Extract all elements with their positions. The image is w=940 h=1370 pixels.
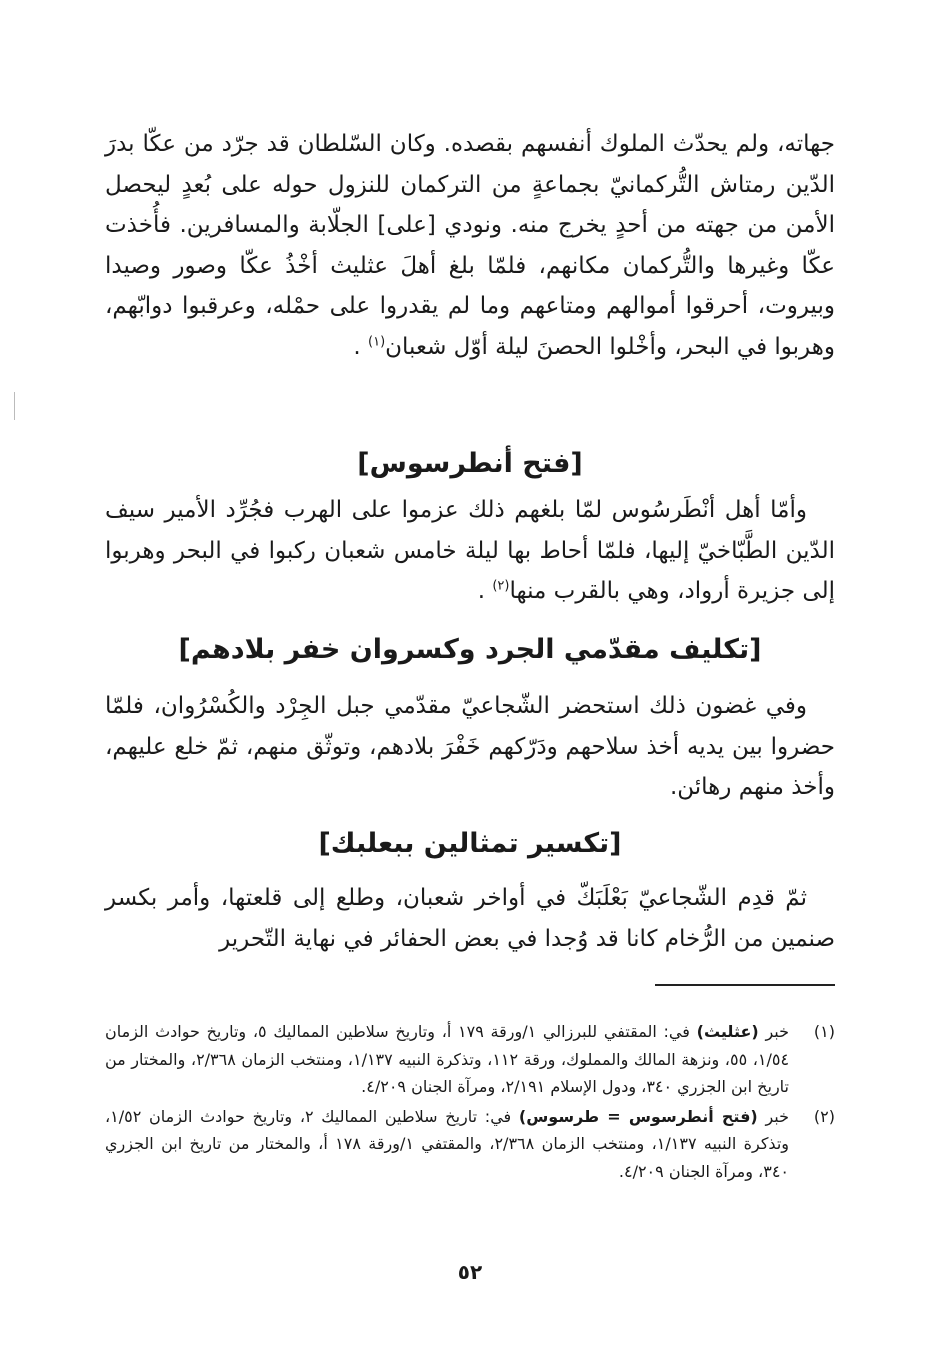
body-text-section-3 xyxy=(105,686,835,808)
footnote-2-subject: (فتح أنطرسوس = طرسوس) xyxy=(518,1106,758,1126)
body-text-section-2 xyxy=(105,490,835,612)
section-heading-jurd-kisrawan: [تكليف مقدّمي الجرد وكسروان خفر بلادهم] xyxy=(178,634,762,665)
margin-mark xyxy=(14,392,15,420)
paragraph-1 xyxy=(105,124,835,367)
footnote-separator xyxy=(655,984,835,986)
paragraph-2 xyxy=(105,490,835,612)
footnote-1-subject: (عثليث) xyxy=(696,1022,759,1041)
page-number: ٥٢ xyxy=(457,1260,483,1284)
body-text-section-1 xyxy=(105,124,835,367)
footnote-ref-1[interactable]: (١) xyxy=(368,333,386,349)
footnote-1-text xyxy=(105,1018,789,1101)
body-text-section-4 xyxy=(105,878,835,959)
footnote-1 xyxy=(105,1018,835,1101)
paragraph-1-end: . xyxy=(353,333,361,360)
footnotes xyxy=(105,1018,835,1187)
paragraph-2-text: وأمّا أهل أنْطَرسُوس لمّا بلغهم ذلك عزموا على الهرب فجُرِّد الأمير سيف الدّين الطَّبّاخيّ إليها، فلمّا أحاط بها ليلة خامس شعبان ركبوا في البحر وهربوا إلى جزيرة أرواد، وهي بالقرب منها xyxy=(105,497,835,604)
footnote-1-number: (١) xyxy=(813,1022,835,1041)
paragraph-2-end: . xyxy=(477,578,486,604)
paragraph-1-text: جهاته، ولم يحدّث الملوك أنفسهم بقصده. وكان السّلطان قد جرّد من عكّا بدرَ الدّين رمتاش التُّركمانيّ بجماعةٍ من التركمان للنزول حوله على بُعدٍ ليحصل الأمن من جهته من أحدٍ يخرج منه. ونودي [على] الجلّابة والمسافرين. فأُخذت عكّا وغيرها والتُّركمان مكانهم، فلمّا بلغ أهلَ عثليث أخْذُ عكّا وصور وصيدا وبيروت، أحرقوا أموالهم ومتاعهم وما لم يقدروا على حمْله، وعرقبوا دوابّهم، وهربوا في البحر، وأخْلوا الحصنَ ليلة أوّل شعبان xyxy=(105,131,835,360)
footnote-2-number: (٢) xyxy=(813,1106,835,1126)
footnote-ref-2[interactable]: (٢) xyxy=(492,578,510,594)
footnote-1-sources: في: المقتفي للبرزالي ١/ورقة ١٧٩ أ، وتاريخ سلاطين المماليك ٥، وتاريخ حوادث الزمان ١/٥٤، ٥٥، ونزهة المالك والمملوك، ورقة ١١٢، وتذكرة النبيه ١/١٣٧، ومنتخب الزمان ٢/٣٦٨، والمختار من تاريخ ابن الجزري ٣٤٠، ودول الإسلام ٢/١٩١، ومرآة الجنان ٤/٢٠٩. xyxy=(105,1022,790,1096)
section-heading-baalbek: [تكسير تمثالين ببعلبك] xyxy=(318,828,622,859)
footnote-2 xyxy=(105,1103,835,1186)
footnote-1-prefix: خبر xyxy=(765,1022,789,1041)
footnote-2-sources: في: تاريخ سلاطين المماليك ٢، وتاريخ حوادث الزمان ١/٥٢، وتذكرة النبيه ١/١٣٧، ومنتخب الزمان ٢/٣٦٨، والمقتفي ١/ورقة ١٧٨ أ، والمختار من تاريخ ابن الجزري ٣٤٠، ومرآة الجنان ٤/٢٠٩. xyxy=(105,1106,790,1181)
paragraph-4: ثمّ قدِم الشّجاعيّ بَعْلَبَكّ في أواخر شعبان، وطلع إلى قلعتها، وأمر بكسر صنمين من الرُّخام كانا قد وُجدا في بعض الحفائر في نهاية التّحرير xyxy=(105,885,835,952)
section-heading-antartus: [فتح أنطرسوس] xyxy=(357,448,583,479)
paragraph-3: وفي غضون ذلك استحضر الشّجاعيّ مقدّمي جبل الجِرْد والكُسْرُوان، فلمّا حضروا بين يديه أخذ سلاحهم ودَرّكهم خَفْرَ بلادهم، وتوثّق منهم، ثمّ خلع عليهم، وأخذ منهم رهائن. xyxy=(105,693,835,800)
footnote-2-text xyxy=(105,1103,789,1186)
footnote-2-prefix: خبر xyxy=(765,1106,789,1126)
